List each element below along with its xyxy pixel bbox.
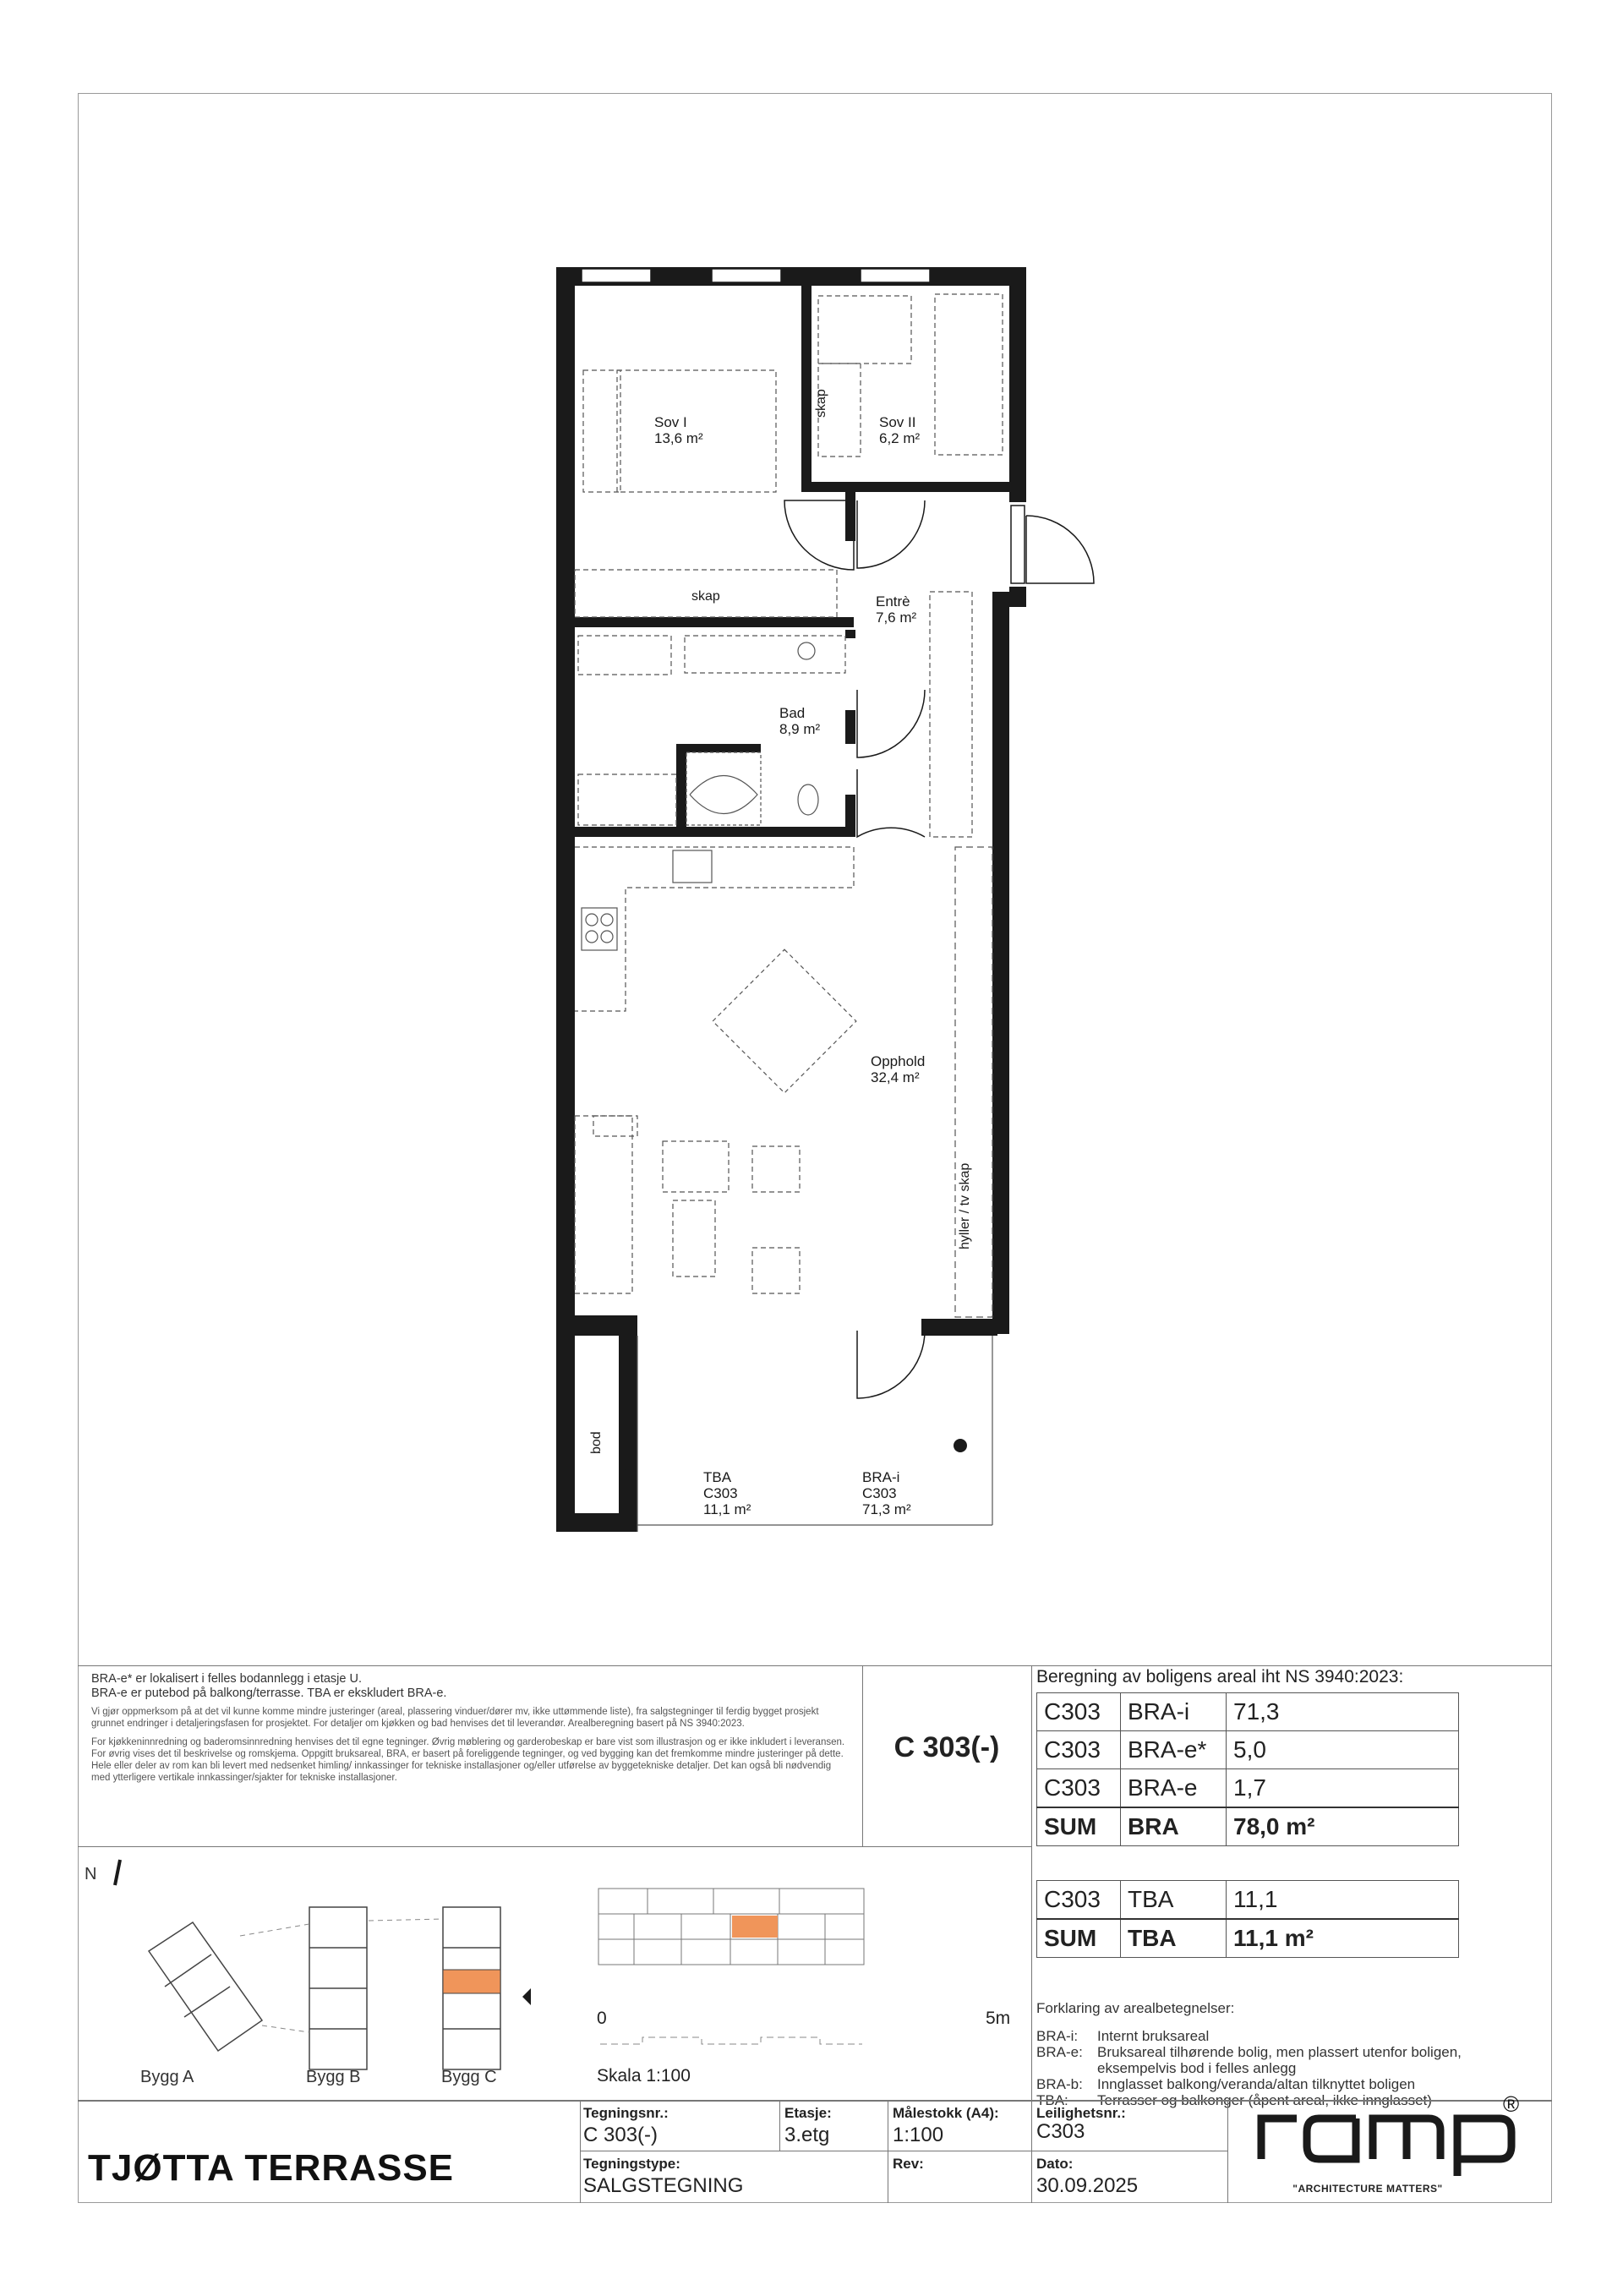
divider <box>1031 2100 1032 2203</box>
facade-grid <box>598 1889 864 1965</box>
cell: 11,1 m² <box>1227 1919 1459 1958</box>
cell: C303 <box>1037 1731 1121 1769</box>
cell: SUM <box>1037 1807 1121 1846</box>
table-row <box>1037 1693 1459 1731</box>
north-arrow-icon <box>115 1860 120 1885</box>
brai-area-label <box>862 1469 911 1517</box>
explanation-value: Innglasset balkong/veranda/altan tilknyttet boligen <box>1097 2076 1416 2092</box>
leilighetsnr-label: Leilighetsnr.: <box>1036 2105 1126 2121</box>
explanation-value: Internt bruksareal <box>1097 2028 1210 2044</box>
tegningsnr-label: Tegningsnr.: <box>583 2105 669 2121</box>
room-name: Sov I <box>654 414 687 430</box>
cell: 5,0 <box>1227 1731 1459 1769</box>
logo-tagline: "ARCHITECTURE MATTERS" <box>1292 2183 1443 2195</box>
bod-label: bod <box>589 1431 604 1454</box>
explanation-key: BRA-b: <box>1036 2076 1083 2092</box>
doors <box>626 500 1094 1468</box>
area-heading: Beregning av boligens areal iht NS 3940:2023: <box>1036 1667 1404 1686</box>
skap-label: skap <box>691 589 720 604</box>
explanation-item <box>1036 2044 1495 2076</box>
room-label-sov1 <box>654 414 703 446</box>
sum-row <box>1037 1919 1459 1958</box>
room-name: Opphold <box>871 1053 926 1069</box>
bygg-label: Bygg B <box>306 2068 361 2086</box>
interior-walls <box>575 286 1009 837</box>
table-row <box>1037 1769 1459 1808</box>
scale-bar <box>600 2037 862 2044</box>
divider <box>580 2100 581 2203</box>
note-line: BRA-e er putebod på balkong/terrasse. TBA er ekskludert BRA-e. <box>91 1686 447 1700</box>
bygg-b-outline <box>309 1907 367 2069</box>
explanation-heading: Forklaring av arealbetegnelser: <box>1036 2000 1235 2016</box>
project-title: TJØTTA TERRASSE <box>88 2147 455 2189</box>
bra-table <box>1036 1692 1459 1846</box>
skap-label: skap <box>814 389 828 418</box>
room-area: 6,2 m² <box>879 430 921 446</box>
cell: BRA-e <box>1121 1769 1227 1808</box>
room-area: 13,6 m² <box>654 430 703 446</box>
cell: BRA <box>1121 1807 1227 1846</box>
bygg-a-outline <box>149 1922 262 2051</box>
leilighetsnr-value: C303 <box>1036 2120 1085 2143</box>
scale-start: 0 <box>597 2009 607 2028</box>
cell: C303 <box>1037 1769 1121 1808</box>
note-paragraph: Vi gjør oppmerksom på at det vil kunne komme mindre justeringer (areal, plassering vinduer/dører mv, ikke uttømmende liste), fra salgstegninger til ferdig bygget prosjekt grunnet endringer i detaljeringsfasen for prosjektet. For detaljer om kjøkken og bad henvises det til leverandør. Arealberegning basert på NS 3940:2023. <box>91 1707 819 1729</box>
explanation-key: TBA: <box>1036 2092 1068 2108</box>
cell: TBA <box>1121 1881 1227 1920</box>
dato-value: 30.09.2025 <box>1036 2174 1139 2197</box>
cell: 78,0 m² <box>1227 1807 1459 1846</box>
marker-arrow-icon <box>522 1988 531 2005</box>
tba-area-label <box>703 1469 751 1517</box>
room-area: 7,6 m² <box>876 610 917 626</box>
cell: C303 <box>1037 1693 1121 1731</box>
cell: 11,1 <box>1227 1881 1459 1920</box>
room-name: Sov II <box>879 414 916 430</box>
etasje-value: 3.etg <box>784 2124 830 2146</box>
note-paragraph: For kjøkkeninnredning og baderomsinnredning henvises det til egne tegninger. Øvrig møblering og garderobeskap er bare vist som illustrasjon og er ikke inkludert i leveransen. For øvrig vises det til beskrivelse og romskjema. Oppgitt bruksareal, BRA, er basert på foreliggende tegninger, og ved bygging kan det fremkomme mindre justeringer på dette. Hele eller deler av rom kan bli levert med nedsenket himling/ innkassinger for tekniske installasjoner og/eller utførelse av byggetekniske detaljer. Det kan også bli nødvendig med ytterligere vertikale innkassinger/sjakter for tekniske installasjoner. <box>91 1737 845 1783</box>
ramp-logo <box>1253 2088 1523 2181</box>
drain-point <box>954 1439 967 1452</box>
unit-highlight <box>443 1970 500 1993</box>
explanation-value: Bruksareal tilhørende bolig, men plassert utenfor boligen, eksempelvis bod i felles anlegg <box>1097 2044 1462 2076</box>
cell: 1,7 <box>1227 1769 1459 1808</box>
explanation-key: BRA-e: <box>1036 2044 1083 2060</box>
room-label-opphold <box>871 1053 925 1085</box>
tba-line: TBA <box>703 1469 732 1485</box>
table-row <box>1037 1731 1459 1769</box>
note-line: BRA-e* er lokalisert i felles bodannlegg i etasje U. <box>91 1672 362 1686</box>
room-name: Entrè <box>876 593 910 610</box>
etasje-label: Etasje: <box>784 2105 832 2121</box>
unit-code: C 303(-) <box>893 1731 1000 1763</box>
bygg-label: Bygg C <box>441 2068 497 2086</box>
scale-caption: Skala 1:100 <box>597 2066 691 2086</box>
tba-line: 11,1 m² <box>703 1501 751 1517</box>
bygg-label: Bygg A <box>140 2068 194 2086</box>
notes-block <box>91 1672 852 1784</box>
divider <box>1227 2100 1228 2203</box>
tegningsnr-value: C 303(-) <box>583 2124 658 2146</box>
north-label: N <box>85 1865 97 1883</box>
explanation-key: BRA-i: <box>1036 2028 1079 2044</box>
divider <box>1031 1665 1032 2100</box>
cell: C303 <box>1037 1881 1121 1920</box>
unit-highlight <box>732 1916 778 1938</box>
divider <box>78 1665 1552 1666</box>
brai-line: BRA-i <box>862 1469 900 1485</box>
cell: SUM <box>1037 1919 1121 1958</box>
malestokk-value: 1:100 <box>893 2124 944 2146</box>
scale-end: 5m <box>986 2009 1011 2028</box>
cell: TBA <box>1121 1919 1227 1958</box>
tv-cabinet-label: hyller / tv skap <box>958 1162 972 1249</box>
cell: BRA-e* <box>1121 1731 1227 1769</box>
tegningstype-label: Tegningstype: <box>583 2156 680 2172</box>
malestokk-label: Målestokk (A4): <box>893 2105 999 2121</box>
dato-label: Dato: <box>1036 2156 1074 2172</box>
sum-row <box>1037 1807 1459 1846</box>
brai-line: C303 <box>862 1485 897 1501</box>
rev-label: Rev: <box>893 2156 924 2172</box>
explanation-value: Terrasser og balkonger (åpent areal, ikke innglasset) <box>1097 2092 1432 2108</box>
room-label-entre <box>876 593 916 626</box>
tegningstype-value: SALGSTEGNING <box>583 2174 744 2197</box>
brai-line: 71,3 m² <box>862 1501 911 1517</box>
room-label-bad <box>779 705 820 737</box>
cell: BRA-i <box>1121 1693 1227 1731</box>
tba-line: C303 <box>703 1485 738 1501</box>
key-plan <box>85 1851 1023 2096</box>
tba-table <box>1036 1880 1459 1958</box>
room-name: Bad <box>779 705 806 721</box>
room-area: 32,4 m² <box>871 1069 920 1085</box>
room-label-sov2 <box>879 414 920 446</box>
table-row <box>1037 1881 1459 1920</box>
cell: 71,3 <box>1227 1693 1459 1731</box>
room-area: 8,9 m² <box>779 721 821 737</box>
explanation-item <box>1036 2028 1495 2044</box>
divider <box>78 1846 1031 1847</box>
registered-icon: ® <box>1503 2091 1520 2117</box>
furniture <box>575 294 1003 1532</box>
divider <box>779 2100 780 2151</box>
